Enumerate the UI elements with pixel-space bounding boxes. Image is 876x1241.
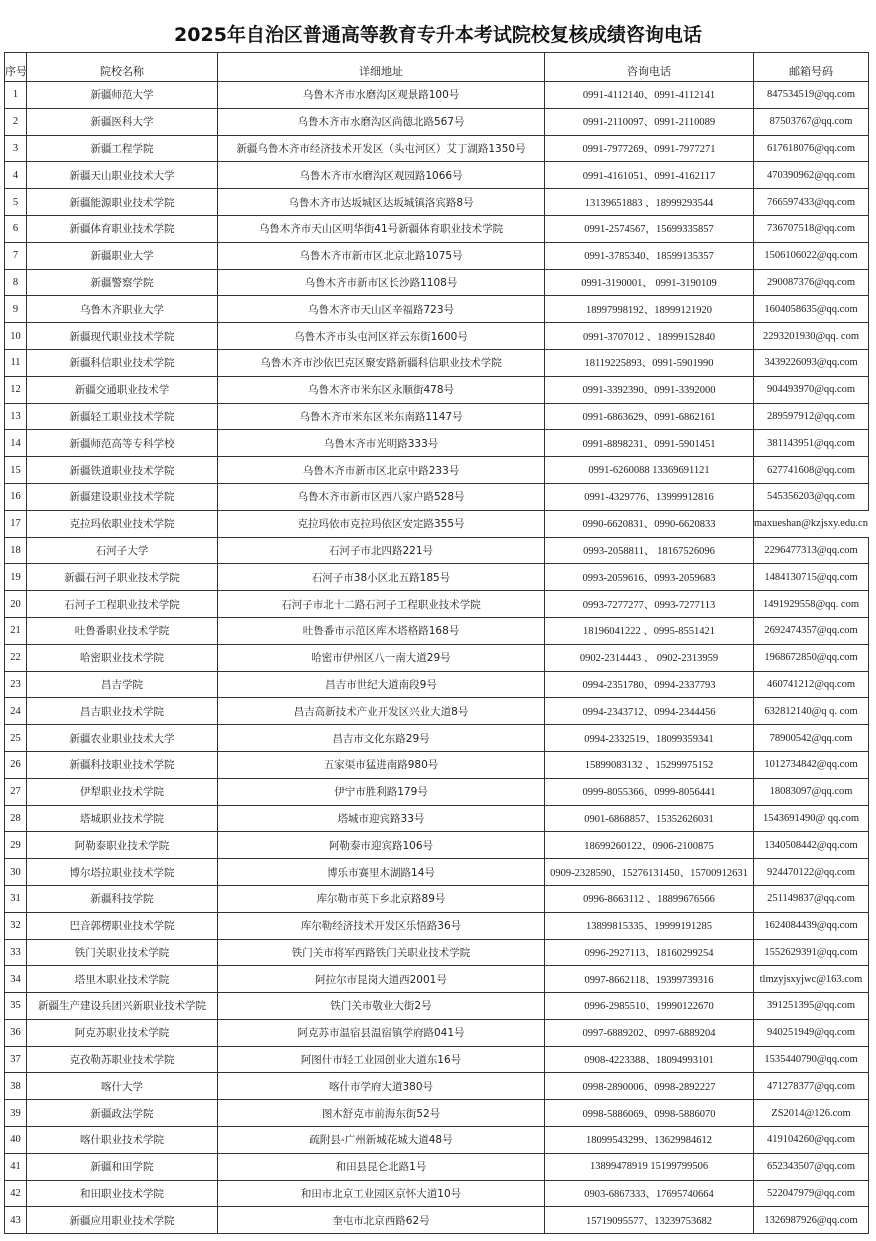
address-cell: 阿图什市轻工业园创业大道东16号 [218,1046,545,1073]
school-name-cell: 伊犁职业技术学院 [27,778,218,805]
school-name-cell: 和田职业技术学院 [27,1180,218,1207]
phone-cell: 0998-2890006、0998-2892227 [545,1073,754,1100]
email-cell: 460741212@qq.com [754,671,869,698]
table-row [5,215,869,242]
school-name-cell: 新疆体育职业技术学院 [27,215,218,242]
seq-cell: 31 [5,885,27,912]
email-cell: 924470122@qq.com [754,859,869,886]
email-cell: tlmzyjsxyjwc@163.com [754,966,869,993]
phone-cell: 0994-2332519、18099359341 [545,725,754,752]
phone-cell: 18196041222 、0995-8551421 [545,617,754,644]
address-cell: 疏附县-广州新城花城大道48号 [218,1127,545,1154]
address-cell: 乌鲁木齐市水磨沟区观园路1066号 [218,162,545,189]
seq-cell: 1 [5,82,27,109]
school-name-cell: 新疆铁道职业技术学院 [27,457,218,484]
seq-cell: 37 [5,1046,27,1073]
school-name-cell: 新疆农业职业技术大学 [27,725,218,752]
address-cell: 乌鲁木齐市新市区西八家户路528号 [218,483,545,510]
phone-cell: 0991-3785340、18599135357 [545,242,754,269]
school-name-cell: 新疆政法学院 [27,1100,218,1127]
seq-cell: 7 [5,242,27,269]
table-row [5,885,869,912]
seq-cell: 33 [5,939,27,966]
email-cell: 736707518@qq.com [754,215,869,242]
phone-cell: 0991-4329776、13999912816 [545,483,754,510]
email-cell: 522047979@qq.com [754,1180,869,1207]
seq-cell: 41 [5,1153,27,1180]
address-cell: 乌鲁木齐市米东区米东南路1147号 [218,403,545,430]
phone-cell: 13139651883 、18999293544 [545,189,754,216]
email-cell: 470390962@qq.com [754,162,869,189]
email-cell: 3439226093@qq.com [754,349,869,376]
address-cell: 石河子市北四路221号 [218,537,545,564]
phone-cell: 0994-2351780、0994-2337793 [545,671,754,698]
address-cell: 石河子市北十二路石河子工程职业技术学院 [218,591,545,618]
phone-cell: 0994-2343712、0994-2344456 [545,698,754,725]
school-name-cell: 新疆科技学院 [27,885,218,912]
email-cell: 1535440790@qq.com [754,1046,869,1073]
email-cell: 1968672850@qq.com [754,644,869,671]
school-name-cell: 新疆师范高等专科学校 [27,430,218,457]
address-cell: 乌鲁木齐市光明路333号 [218,430,545,457]
contact-table [4,52,869,1234]
phone-cell: 0996-2927113、18160299254 [545,939,754,966]
email-cell: 289597912@qq.com [754,403,869,430]
phone-cell: 0991-7977269、0991-7977271 [545,135,754,162]
table-row [5,644,869,671]
table-row [5,108,869,135]
seq-cell: 35 [5,993,27,1020]
table-row [5,617,869,644]
school-name-cell: 克拉玛依职业技术学院 [27,510,218,537]
school-name-cell: 新疆天山职业技术大学 [27,162,218,189]
seq-cell: 11 [5,349,27,376]
email-cell: 251149837@qq.com [754,885,869,912]
school-name-cell: 新疆工程学院 [27,135,218,162]
seq-cell: 32 [5,912,27,939]
address-cell: 铁门关市敬业大街2号 [218,993,545,1020]
address-cell: 乌鲁木齐市水磨沟区观景路100号 [218,82,545,109]
school-name-cell: 新疆能源职业技术学院 [27,189,218,216]
table-row [5,725,869,752]
table-row [5,1100,869,1127]
seq-cell: 6 [5,215,27,242]
table-row [5,1153,869,1180]
phone-cell: 0999-8055366、0999-8056441 [545,778,754,805]
phone-cell: 0996-8663112 、18899676566 [545,885,754,912]
seq-cell: 12 [5,376,27,403]
seq-cell: 25 [5,725,27,752]
address-cell: 塔城市迎宾路33号 [218,805,545,832]
phone-cell: 0991-3707012 、18999152840 [545,323,754,350]
table-row [5,323,869,350]
school-name-cell: 喀什大学 [27,1073,218,1100]
email-cell: 1326987926@qq.com [754,1207,869,1234]
school-name-cell: 乌鲁木齐职业大学 [27,296,218,323]
phone-cell: 0993-2059616、0993-2059683 [545,564,754,591]
email-cell: 1484130715@qq.com [754,564,869,591]
address-cell: 乌鲁木齐市达坂城区达坂城镇洛宾路8号 [218,189,545,216]
phone-cell: 0991-2574567，15699335857 [545,215,754,242]
seq-cell: 42 [5,1180,27,1207]
email-cell: 18083097@qq.com [754,778,869,805]
seq-cell: 23 [5,671,27,698]
school-name-cell: 哈密职业技术学院 [27,644,218,671]
seq-cell: 30 [5,859,27,886]
school-name-cell: 新疆石河子职业技术学院 [27,564,218,591]
address-cell: 乌鲁木齐市新市区长沙路1108号 [218,269,545,296]
address-cell: 乌鲁木齐市新市区北京北路1075号 [218,242,545,269]
table-row [5,483,869,510]
address-cell: 昌吉市世纪大道南段9号 [218,671,545,698]
school-name-cell: 新疆应用职业技术学院 [27,1207,218,1234]
email-cell: 2296477313@qq.com [754,537,869,564]
seq-cell: 28 [5,805,27,832]
email-cell: 1552629391@qq.com [754,939,869,966]
email-cell: 2293201930@qq. com [754,323,869,350]
phone-cell: 0996-2985510、19990122670 [545,993,754,1020]
school-name-cell: 新疆交通职业技术学 [27,376,218,403]
phone-cell: 0993-7277277、0993-7277113 [545,591,754,618]
table-row [5,82,869,109]
school-name-cell: 塔城职业技术学院 [27,805,218,832]
school-name-cell: 昌吉职业技术学院 [27,698,218,725]
table-row [5,189,869,216]
phone-cell: 0909-2328590、15276131450、15700912631 [545,859,754,886]
school-name-cell: 昌吉学院 [27,671,218,698]
phone-cell: 0990-6620831、0990-6620833 [545,510,754,537]
phone-cell: 0998-5886069、0998-5886070 [545,1100,754,1127]
email-cell: 290087376@qq.com [754,269,869,296]
school-name-cell: 石河子大学 [27,537,218,564]
seq-cell: 14 [5,430,27,457]
email-cell: 87503767@qq.com [754,108,869,135]
school-name-cell: 铁门关职业技术学院 [27,939,218,966]
address-cell: 奎屯市北京西路62号 [218,1207,545,1234]
school-name-cell: 博尔塔拉职业技术学院 [27,859,218,886]
email-cell: 847534519@qq.com [754,82,869,109]
phone-cell: 15899083132 、15299975152 [545,751,754,778]
seq-cell: 27 [5,778,27,805]
table-row [5,537,869,564]
phone-cell: 15719095577、13239753682 [545,1207,754,1234]
address-cell: 昌吉高新技术产业开发区兴业大道8号 [218,698,545,725]
email-cell: 627741608@qq.com [754,457,869,484]
seq-cell: 3 [5,135,27,162]
address-cell: 库尔勒经济技术开发区乐悟路36号 [218,912,545,939]
school-name-cell: 阿克苏职业技术学院 [27,1019,218,1046]
email-cell: 1604058635@qq.com [754,296,869,323]
seq-cell: 15 [5,457,27,484]
header-email: 邮箱号码 [754,53,869,82]
header-address: 详细地址 [218,53,545,82]
table-row [5,162,869,189]
address-cell: 吐鲁番市示范区库木塔格路168号 [218,617,545,644]
table-row [5,778,869,805]
address-cell: 博乐市赛里木湖路14号 [218,859,545,886]
phone-cell: 18997998192、18999121920 [545,296,754,323]
school-name-cell: 新疆科信职业技术学院 [27,349,218,376]
table-row [5,564,869,591]
seq-cell: 10 [5,323,27,350]
table-row [5,671,869,698]
address-cell: 和田市北京工业园区京怀大道10号 [218,1180,545,1207]
phone-cell: 0991-3392390、0991-3392000 [545,376,754,403]
phone-cell: 0993-2058811、 18167526096 [545,537,754,564]
seq-cell: 39 [5,1100,27,1127]
email-cell: maxueshan@kzjsxy.edu.cn [754,510,869,537]
school-name-cell: 新疆职业大学 [27,242,218,269]
school-name-cell: 新疆警察学院 [27,269,218,296]
email-cell: 1624084439@qq.com [754,912,869,939]
seq-cell: 2 [5,108,27,135]
seq-cell: 13 [5,403,27,430]
table-row [5,242,869,269]
email-cell: 766597433@qq.com [754,189,869,216]
seq-cell: 24 [5,698,27,725]
phone-cell: 0908-4223388、18094993101 [545,1046,754,1073]
email-cell: 381143951@qq.com [754,430,869,457]
school-name-cell: 新疆科技职业技术学院 [27,751,218,778]
phone-cell: 0991-8898231、0991-5901451 [545,430,754,457]
table-row [5,939,869,966]
table-row [5,376,869,403]
table-row [5,349,869,376]
table-row [5,269,869,296]
email-cell: 1340508442@qq.com [754,832,869,859]
seq-cell: 22 [5,644,27,671]
email-cell: 78900542@qq.com [754,725,869,752]
seq-cell: 4 [5,162,27,189]
email-cell: 1012734842@qq.com [754,751,869,778]
school-name-cell: 新疆现代职业技术学院 [27,323,218,350]
phone-cell: 18119225893、0991-5901990 [545,349,754,376]
seq-cell: 40 [5,1127,27,1154]
email-cell: 471278377@qq.com [754,1073,869,1100]
address-cell: 阿拉尔市昆岗大道西2001号 [218,966,545,993]
seq-cell: 21 [5,617,27,644]
table-row [5,135,869,162]
phone-cell: 0991-6863629、0991-6862161 [545,403,754,430]
address-cell: 乌鲁木齐市新市区北京中路233号 [218,457,545,484]
school-name-cell: 巴音郭楞职业技术学院 [27,912,218,939]
address-cell: 乌鲁木齐市沙依巴克区聚安路新疆科信职业技术学院 [218,349,545,376]
email-cell: 1543691490@ qq.com [754,805,869,832]
address-cell: 乌鲁木齐市天山区明华街41号新疆体育职业技术学院 [218,215,545,242]
phone-cell: 18099543299、13629984612 [545,1127,754,1154]
school-name-cell: 塔里木职业技术学院 [27,966,218,993]
email-cell: 391251395@qq.com [754,993,869,1020]
seq-cell: 43 [5,1207,27,1234]
table-body [5,82,869,1234]
email-cell: 2692474357@qq.com [754,617,869,644]
phone-cell: 0997-6889202、0997-6889204 [545,1019,754,1046]
address-cell: 乌鲁木齐市水磨沟区尚德北路567号 [218,108,545,135]
seq-cell: 19 [5,564,27,591]
address-cell: 阿勒泰市迎宾路106号 [218,832,545,859]
header-school-name: 院校名称 [27,53,218,82]
phone-cell: 0902-2314443 、 0902-2313959 [545,644,754,671]
address-cell: 铁门关市将军西路铁门关职业技术学院 [218,939,545,966]
seq-cell: 9 [5,296,27,323]
header-seq: 序号 [5,53,27,82]
school-name-cell: 新疆师范大学 [27,82,218,109]
school-name-cell: 吐鲁番职业技术学院 [27,617,218,644]
address-cell: 乌鲁木齐市天山区辛福路723号 [218,296,545,323]
table-row [5,457,869,484]
seq-cell: 20 [5,591,27,618]
address-cell: 新疆乌鲁木齐市经济技术开发区（头屯河区）艾丁湖路1350号 [218,135,545,162]
table-row [5,859,869,886]
table-row [5,993,869,1020]
seq-cell: 38 [5,1073,27,1100]
school-name-cell: 新疆和田学院 [27,1153,218,1180]
address-cell: 昌吉市文化东路29号 [218,725,545,752]
address-cell: 哈密市伊州区八一南大道29号 [218,644,545,671]
school-name-cell: 新疆医科大学 [27,108,218,135]
table-row [5,1207,869,1234]
table-row [5,430,869,457]
phone-cell: 13899815335、19999191285 [545,912,754,939]
table-row [5,1046,869,1073]
phone-cell: 0991-4161051、0991-4162117 [545,162,754,189]
seq-cell: 5 [5,189,27,216]
email-cell: 1491929558@qq. com [754,591,869,618]
table-row [5,296,869,323]
school-name-cell: 克孜勒苏职业技术学院 [27,1046,218,1073]
table-row [5,698,869,725]
address-cell: 和田县昆仑北路1号 [218,1153,545,1180]
table-row [5,1180,869,1207]
email-cell: 419104260@qq.com [754,1127,869,1154]
seq-cell: 17 [5,510,27,537]
table-row [5,1019,869,1046]
seq-cell: 29 [5,832,27,859]
seq-cell: 26 [5,751,27,778]
address-cell: 乌鲁木齐市米东区永顺街478号 [218,376,545,403]
seq-cell: 34 [5,966,27,993]
table-row [5,805,869,832]
address-cell: 五家渠市猛进南路980号 [218,751,545,778]
page-title: 2025年自治区普通高等教育专升本考试院校复核成绩咨询电话 [174,24,702,46]
email-cell: 545356203@qq.com [754,483,869,510]
school-name-cell: 石河子工程职业技术学院 [27,591,218,618]
email-cell: 617618076@qq.com [754,135,869,162]
school-name-cell: 新疆生产建设兵团兴新职业技术学院 [27,993,218,1020]
table-row [5,966,869,993]
email-cell: 940251949@qq.com [754,1019,869,1046]
header-phone: 咨询电话 [545,53,754,82]
phone-cell: 0901-6868857、15352626031 [545,805,754,832]
school-name-cell: 喀什职业技术学院 [27,1127,218,1154]
phone-cell: 0991-3190001、 0991-3190109 [545,269,754,296]
email-cell: 632812140@q q. com [754,698,869,725]
table-row [5,751,869,778]
table-row [5,1127,869,1154]
seq-cell: 18 [5,537,27,564]
table-row [5,591,869,618]
phone-cell: 18699260122、0906-2100875 [545,832,754,859]
school-name-cell: 新疆轻工职业技术学院 [27,403,218,430]
phone-cell: 0991-4112140、0991-4112141 [545,82,754,109]
phone-cell: 0991-2110097、0991-2110089 [545,108,754,135]
phone-cell: 0903-6867333、17695740664 [545,1180,754,1207]
email-cell: 652343507@qq.com [754,1153,869,1180]
address-cell: 石河子市38小区北五路185号 [218,564,545,591]
phone-cell: 0991-6260088 13369691121 [545,457,754,484]
address-cell: 伊宁市胜利路179号 [218,778,545,805]
seq-cell: 8 [5,269,27,296]
address-cell: 喀什市学府大道380号 [218,1073,545,1100]
table-header-row [5,53,869,82]
table-row [5,510,869,537]
seq-cell: 16 [5,483,27,510]
address-cell: 图木舒克市前海东街52号 [218,1100,545,1127]
seq-cell: 36 [5,1019,27,1046]
address-cell: 阿克苏市温宿县温宿镇学府路041号 [218,1019,545,1046]
school-name-cell: 新疆建设职业技术学院 [27,483,218,510]
table-row [5,1073,869,1100]
phone-cell: 13899478919 15199799506 [545,1153,754,1180]
email-cell: ZS2014@126.com [754,1100,869,1127]
phone-cell: 0997-8662118、19399739316 [545,966,754,993]
table-row [5,912,869,939]
address-cell: 乌鲁木齐市头屯河区祥云东街1600号 [218,323,545,350]
email-cell: 904493970@qq.com [754,376,869,403]
address-cell: 库尔勒市英下乡北京路89号 [218,885,545,912]
address-cell: 克拉玛依市克拉玛依区安定路355号 [218,510,545,537]
email-cell: 1506106022@qq.com [754,242,869,269]
school-name-cell: 阿勒泰职业技术学院 [27,832,218,859]
table-row [5,832,869,859]
table-row [5,403,869,430]
